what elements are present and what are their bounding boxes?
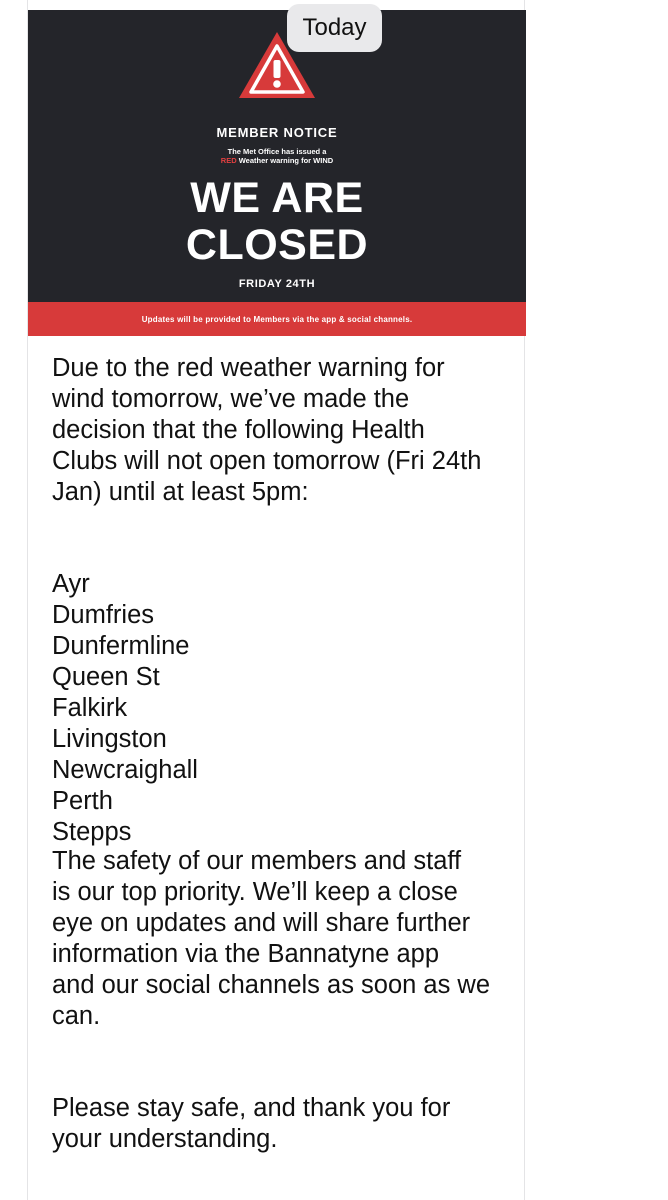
met-office-line-1: The Met Office has issued a xyxy=(227,147,327,156)
closure-date: FRIDAY 24TH xyxy=(238,278,316,290)
club-item: Dunfermline xyxy=(52,632,190,660)
text-line: The safety of our members and staff xyxy=(52,847,462,875)
text-line: can. xyxy=(52,1002,101,1030)
text-line: is our top priority. We’ll keep a close xyxy=(52,878,458,906)
notice-image[interactable] xyxy=(28,10,526,302)
headline-line-1: WE ARE xyxy=(190,174,364,222)
text-line: your understanding. xyxy=(52,1125,278,1153)
met-office-line-2 xyxy=(28,156,526,165)
headline-line-2: CLOSED xyxy=(185,221,369,269)
club-item: Falkirk xyxy=(52,694,128,722)
date-divider: Today xyxy=(287,4,382,52)
red-warning-word: RED xyxy=(220,156,237,165)
message-paragraph-3 xyxy=(52,1093,512,1155)
text-line: eye on updates and will share further xyxy=(52,909,471,937)
notice-footer-text: Updates will be provided to Members via the app & social channels. xyxy=(141,314,413,324)
notice-title: MEMBER NOTICE xyxy=(216,125,338,140)
text-line: Please stay safe, and thank you for xyxy=(52,1094,451,1122)
text-line: and our social channels as soon as we xyxy=(52,971,491,999)
club-item: Stepps xyxy=(52,818,132,846)
notice-footer-strip xyxy=(28,302,526,336)
club-item: Ayr xyxy=(52,570,90,598)
club-item: Queen St xyxy=(52,663,160,691)
text-line: wind tomorrow, we’ve made the xyxy=(52,385,410,413)
closed-clubs-list xyxy=(52,569,198,848)
text-line: Jan) until at least 5pm: xyxy=(52,478,309,506)
club-item: Dumfries xyxy=(52,601,155,629)
club-item: Livingston xyxy=(52,725,167,753)
text-line: Due to the red weather warning for xyxy=(52,354,445,382)
message-paragraph-2 xyxy=(52,846,512,1032)
text-line: decision that the following Health xyxy=(52,416,425,444)
club-item: Perth xyxy=(52,787,113,815)
text-line: information via the Bannatyne app xyxy=(52,940,440,968)
met-office-line-2-rest: Weather warning for WIND xyxy=(236,156,334,165)
message-paragraph-1 xyxy=(52,353,512,508)
club-item: Newcraighall xyxy=(52,756,198,784)
text-line: Clubs will not open tomorrow (Fri 24th xyxy=(52,447,482,475)
